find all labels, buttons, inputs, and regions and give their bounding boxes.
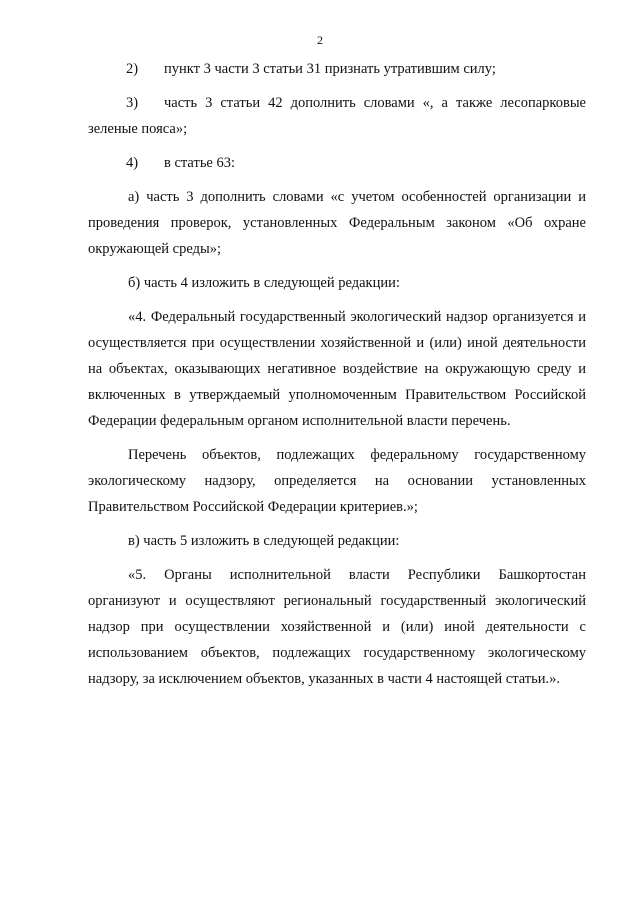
- page-number: 2: [317, 33, 323, 47]
- list-item-number: 3): [126, 95, 139, 111]
- paragraph-3a: а) часть 3 дополнить словами «с учетом особенностей организации и проведения проверок, установленных Федеральным законом «Об охране окружающей среды»;: [88, 189, 586, 257]
- list-item-text: часть 3 статьи 42 дополнить словами «, а также лесопарковые: [164, 95, 586, 111]
- list-item-number: 2): [126, 61, 139, 77]
- list-item: [88, 150, 586, 176]
- list-item-number: 4): [126, 155, 139, 171]
- paragraph-quote-5: «5. Органы исполнительной власти Республики Башкортостан организуют и осуществляют региональный государственный экологический надзор при осуществлении хозяйственной и (или) иной деятельности с использованием объектов, подлежащих государственному экологическому надзору, за исключением объектов, указанных в части 4 настоящей статьи.».: [88, 567, 586, 687]
- list-item: [88, 56, 586, 82]
- list-item-text: в статье 63:: [164, 155, 236, 171]
- paragraph-5v: в) часть 5 изложить в следующей редакции:: [128, 533, 400, 549]
- paragraph-quote-4: «4. Федеральный государственный экологический надзор организуется и осуществляется при осуществлении хозяйственной и (или) иной деятельности на объектах, оказывающих негативное воздействие на окружающую среду и включенных в утверждаемый уполномоченным Правительством Российской Федерации федеральным органом исполнительной власти перечень.: [88, 309, 586, 429]
- list-item-text-continued: зеленые пояса»;: [88, 121, 188, 137]
- list-item-text: пункт 3 части 3 статьи 31 признать утратившим силу;: [164, 61, 496, 77]
- paragraph-4b: б) часть 4 изложить в следующей редакции:: [128, 275, 400, 291]
- list-item: [88, 90, 586, 142]
- document-body: [88, 56, 586, 692]
- paragraph-list-objects: Перечень объектов, подлежащих федеральному государственному экологическому надзору, определяется на основании установленных Правительством Российской Федерации критериев.»;: [88, 447, 586, 515]
